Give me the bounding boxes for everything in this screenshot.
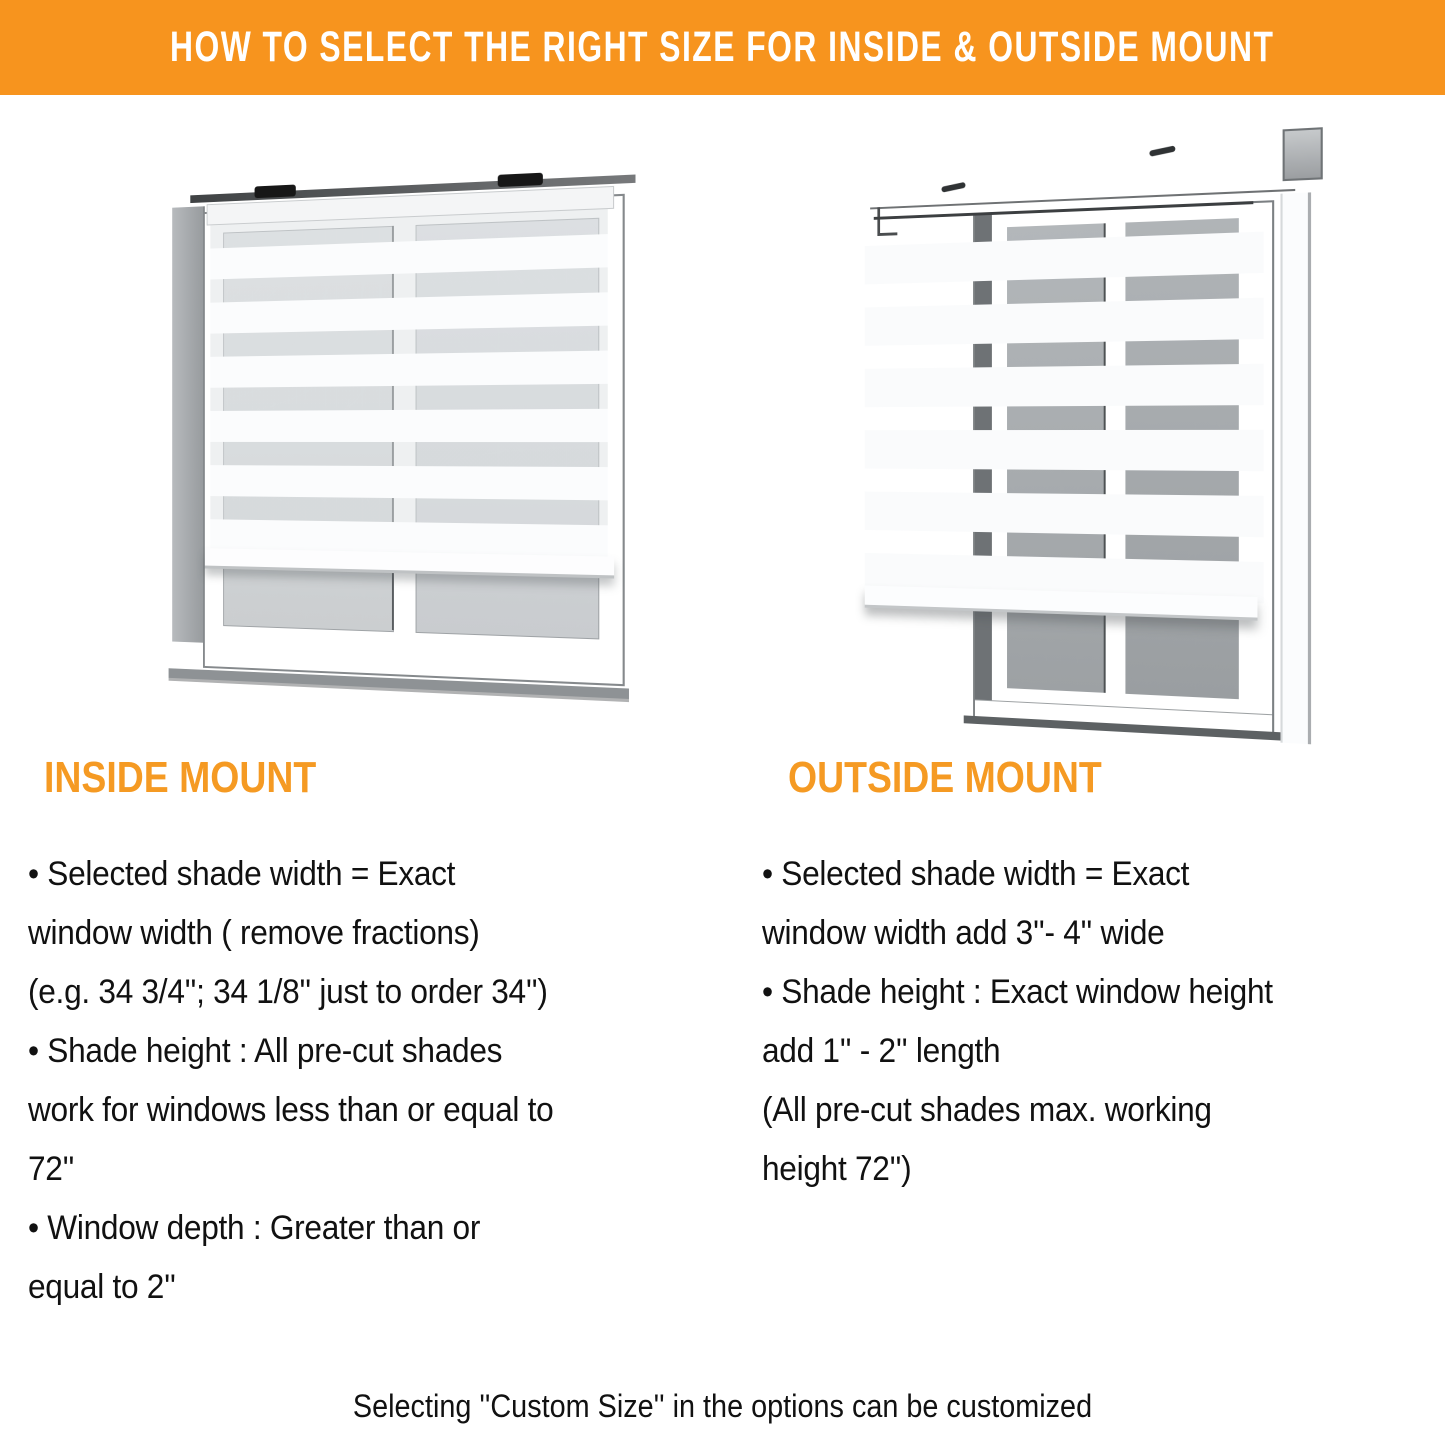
bullet-line: • Shade height : Exact window height: [762, 973, 1273, 1011]
bullet-line: equal to 2'': [28, 1268, 176, 1306]
bullet-line: (All pre-cut shades max. working: [762, 1091, 1212, 1129]
mounting-bracket-icon: [255, 185, 296, 199]
zebra-shade-bands: [210, 209, 607, 559]
banner: [0, 0, 1445, 95]
window-side-trim: [1280, 192, 1311, 744]
bullet-line: height 72''): [762, 1150, 912, 1188]
custom-size-note: Selecting ''Custom Size'' in the options can be customized: [352, 1388, 1093, 1424]
mounting-bracket-icon: [498, 173, 543, 187]
bullet-line: • Window depth : Greater than or: [28, 1209, 481, 1247]
outside-mount-illustration-inner: [865, 108, 1330, 761]
mounting-bracket-icon: [1283, 127, 1323, 181]
bullet-line: • Selected shade width = Exact: [28, 855, 456, 893]
bullet-line: (e.g. 34 3/4''; 34 1/8'' just to order 34''): [28, 973, 548, 1011]
outside-mount-bullets: [762, 845, 1432, 1199]
bullet-line: 72'': [28, 1150, 75, 1188]
bullet-line: window width ( remove fractions): [28, 914, 480, 952]
inside-mount-bullets: [28, 845, 707, 1317]
bullet-line: • Selected shade width = Exact: [762, 855, 1190, 893]
wall-above-window: [870, 120, 1295, 209]
bullet-line: • Shade height : All pre-cut shades: [28, 1032, 503, 1070]
banner-title: HOW TO SELECT THE RIGHT SIZE FOR INSIDE & OUTSIDE MOUNT: [170, 23, 1275, 71]
bullet-line: window width add 3''- 4'' wide: [762, 914, 1165, 952]
bullet-line: work for windows less than or equal to: [28, 1091, 554, 1129]
inside-mount-illustration-inner: [165, 118, 635, 761]
zebra-shade-bands: [865, 207, 1264, 604]
window-reveal-wall: [172, 206, 205, 643]
outside-mount-heading: OUTSIDE MOUNT: [788, 753, 1102, 802]
inside-mount-illustration: [150, 132, 630, 747]
outside-mount-illustration: [850, 122, 1325, 747]
inside-mount-heading: INSIDE MOUNT: [44, 753, 317, 802]
bullet-line: add 1'' - 2'' length: [762, 1032, 1001, 1070]
